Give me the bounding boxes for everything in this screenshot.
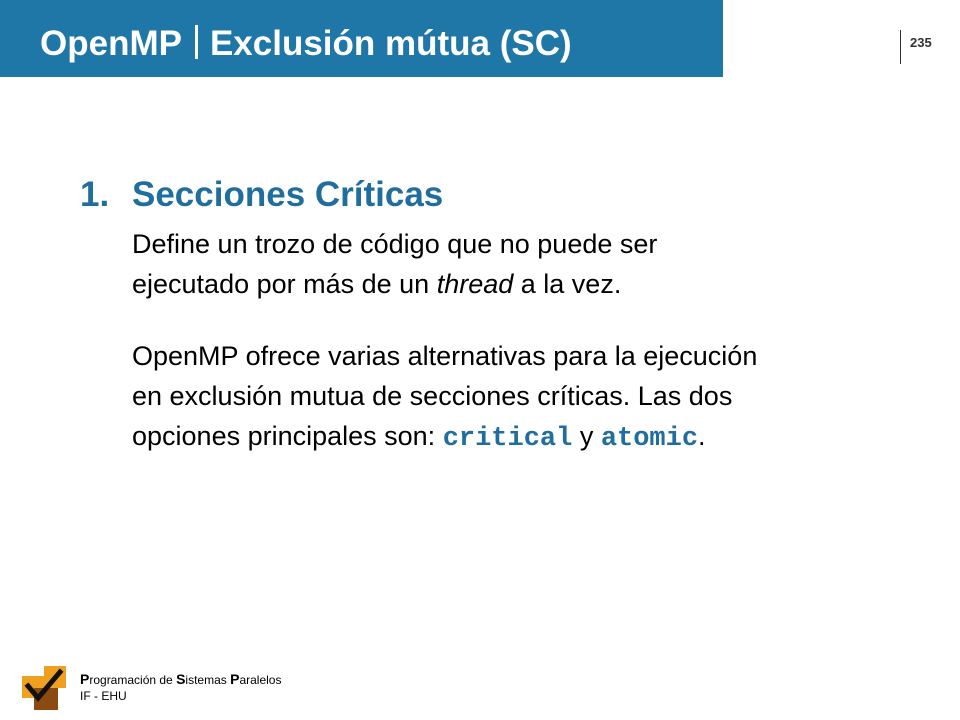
page-number-divider [900, 30, 901, 64]
paragraph-line: OpenMP ofrece varias alternativas para la ejecución [132, 341, 758, 371]
text-run: a la vez. [513, 269, 622, 299]
text-run: ejecutado por más de un [132, 269, 437, 299]
course-logo-icon [22, 666, 68, 710]
code-critical: critical [442, 424, 573, 454]
text-run: de [156, 673, 177, 687]
course-org: IF - EHU [80, 689, 127, 703]
text-run: rogramación [89, 673, 157, 687]
paragraph-line [132, 416, 892, 459]
title-separator [195, 25, 198, 59]
slide-title [40, 22, 572, 66]
page-number: 235 [910, 35, 932, 50]
paragraph-line: en exclusión mutua de secciones críticas. Las dos [132, 381, 733, 411]
paragraph-alternatives [132, 336, 892, 459]
app-name: OpenMP [40, 24, 182, 63]
initial: P [230, 671, 240, 687]
text-run: . [698, 421, 706, 451]
initial: P [80, 671, 90, 687]
text-run: y [572, 421, 601, 451]
course-name [80, 671, 281, 688]
code-atomic: atomic [600, 424, 699, 454]
initial: S [176, 671, 186, 687]
section-number: 1. [80, 175, 110, 214]
footer-course [80, 671, 281, 704]
section-title: Secciones Críticas [132, 175, 444, 214]
paragraph-line [132, 264, 892, 304]
text-run: istemas [185, 673, 227, 687]
paragraph-line: Define un trozo de código que no puede ser [132, 229, 658, 259]
italic-term: thread [436, 269, 514, 299]
text-run: aralelos [239, 673, 282, 687]
text-run: opciones principales son: [132, 421, 443, 451]
topic-title: Exclusión mútua (SC) [209, 24, 572, 63]
section-heading [80, 173, 443, 217]
paragraph-definition [132, 224, 892, 304]
